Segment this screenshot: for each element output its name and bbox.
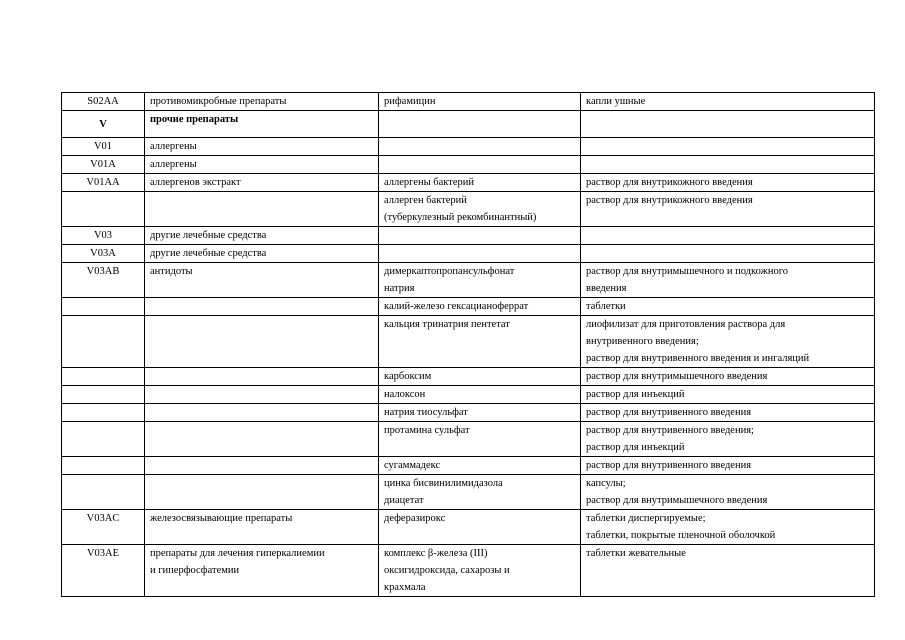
group-name-cell: железосвязывающие препараты <box>145 510 379 545</box>
dosage-form-cell: раствор для внутривенного введения <box>581 404 875 422</box>
drug-name-cell: аллерген бактерий (туберкулезный рекомбинантный) <box>379 192 581 227</box>
table-row <box>62 386 875 404</box>
table-row <box>62 245 875 263</box>
table-row <box>62 93 875 111</box>
atc-code-cell <box>62 475 145 510</box>
drug-classification-table <box>61 92 875 597</box>
dosage-form-cell <box>581 111 875 138</box>
dosage-form-cell: раствор для внутримышечного и подкожного введения <box>581 263 875 298</box>
drug-name-cell <box>379 245 581 263</box>
dosage-form-cell: таблетки <box>581 298 875 316</box>
group-name-cell <box>145 404 379 422</box>
atc-code-cell: V03 <box>62 227 145 245</box>
dosage-form-cell: раствор для внутрикожного введения <box>581 174 875 192</box>
table-row <box>62 475 875 510</box>
drug-name-cell: протамина сульфат <box>379 422 581 457</box>
atc-code-cell <box>62 386 145 404</box>
dosage-form-cell: капсулы; раствор для внутримышечного введения <box>581 475 875 510</box>
group-name-cell: противомикробные препараты <box>145 93 379 111</box>
group-name-cell: аллергенов экстракт <box>145 174 379 192</box>
group-name-cell <box>145 298 379 316</box>
group-name-cell: другие лечебные средства <box>145 227 379 245</box>
drug-name-cell: натрия тиосульфат <box>379 404 581 422</box>
table-row <box>62 510 875 545</box>
table-row <box>62 227 875 245</box>
atc-code-cell <box>62 422 145 457</box>
dosage-form-cell: капли ушные <box>581 93 875 111</box>
atc-code-cell: V03AC <box>62 510 145 545</box>
group-name-cell <box>145 192 379 227</box>
atc-code-cell: V <box>62 111 145 138</box>
dosage-form-cell: таблетки жевательные <box>581 545 875 597</box>
dosage-form-cell: раствор для внутривенного введения <box>581 457 875 475</box>
table-row <box>62 174 875 192</box>
group-name-cell: другие лечебные средства <box>145 245 379 263</box>
dosage-form-cell: раствор для внутрикожного введения <box>581 192 875 227</box>
atc-code-cell: V03AE <box>62 545 145 597</box>
dosage-form-cell: раствор для инъекций <box>581 386 875 404</box>
table-row <box>62 545 875 597</box>
drug-name-cell <box>379 138 581 156</box>
table-row <box>62 156 875 174</box>
dosage-form-cell <box>581 156 875 174</box>
table-row <box>62 422 875 457</box>
drug-name-cell: аллергены бактерий <box>379 174 581 192</box>
atc-code-cell: V01A <box>62 156 145 174</box>
dosage-form-cell: лиофилизат для приготовления раствора для внутривенного введения; раствор для внутривенного введения и ингаляций <box>581 316 875 368</box>
drug-name-cell <box>379 156 581 174</box>
drug-name-cell: цинка бисвинилимидазола диацетат <box>379 475 581 510</box>
drug-name-cell: сугаммадекс <box>379 457 581 475</box>
table-row <box>62 368 875 386</box>
dosage-form-cell: раствор для внутривенного введения; раствор для инъекций <box>581 422 875 457</box>
dosage-form-cell <box>581 227 875 245</box>
table-row <box>62 298 875 316</box>
group-name-cell <box>145 422 379 457</box>
drug-name-cell: карбоксим <box>379 368 581 386</box>
atc-code-cell <box>62 298 145 316</box>
table-row <box>62 263 875 298</box>
drug-name-cell <box>379 227 581 245</box>
atc-code-cell <box>62 404 145 422</box>
drug-name-cell: кальция тринатрия пентетат <box>379 316 581 368</box>
table-row <box>62 404 875 422</box>
table-row <box>62 192 875 227</box>
drug-name-cell: калий-железо гексацианоферрат <box>379 298 581 316</box>
table-row <box>62 457 875 475</box>
dosage-form-cell <box>581 245 875 263</box>
table-row <box>62 138 875 156</box>
atc-code-cell <box>62 316 145 368</box>
atc-code-cell: V03A <box>62 245 145 263</box>
drug-name-cell: деферазирокс <box>379 510 581 545</box>
atc-code-cell: S02AA <box>62 93 145 111</box>
group-name-cell <box>145 457 379 475</box>
group-name-cell <box>145 368 379 386</box>
group-name-cell: препараты для лечения гиперкалиемии и гиперфосфатемии <box>145 545 379 597</box>
dosage-form-cell: раствор для внутримышечного введения <box>581 368 875 386</box>
dosage-form-cell: таблетки диспергируемые; таблетки, покрытые пленочной оболочкой <box>581 510 875 545</box>
atc-code-cell <box>62 368 145 386</box>
drug-name-cell: димеркаптопропансульфонат натрия <box>379 263 581 298</box>
group-name-cell: аллергены <box>145 138 379 156</box>
group-name-cell <box>145 475 379 510</box>
atc-code-cell: V03AB <box>62 263 145 298</box>
group-name-cell <box>145 316 379 368</box>
drug-name-cell: рифамицин <box>379 93 581 111</box>
group-name-cell: прочие препараты <box>145 111 379 138</box>
drug-name-cell <box>379 111 581 138</box>
table-body <box>62 93 875 597</box>
drug-name-cell: комплекс β-железа (III) оксигидроксида, сахарозы и крахмала <box>379 545 581 597</box>
group-name-cell <box>145 386 379 404</box>
atc-code-cell <box>62 457 145 475</box>
group-name-cell: антидоты <box>145 263 379 298</box>
atc-code-cell <box>62 192 145 227</box>
atc-code-cell: V01AA <box>62 174 145 192</box>
atc-code-cell: V01 <box>62 138 145 156</box>
table-row <box>62 111 875 138</box>
table-row <box>62 316 875 368</box>
group-name-cell: аллергены <box>145 156 379 174</box>
drug-name-cell: налоксон <box>379 386 581 404</box>
dosage-form-cell <box>581 138 875 156</box>
